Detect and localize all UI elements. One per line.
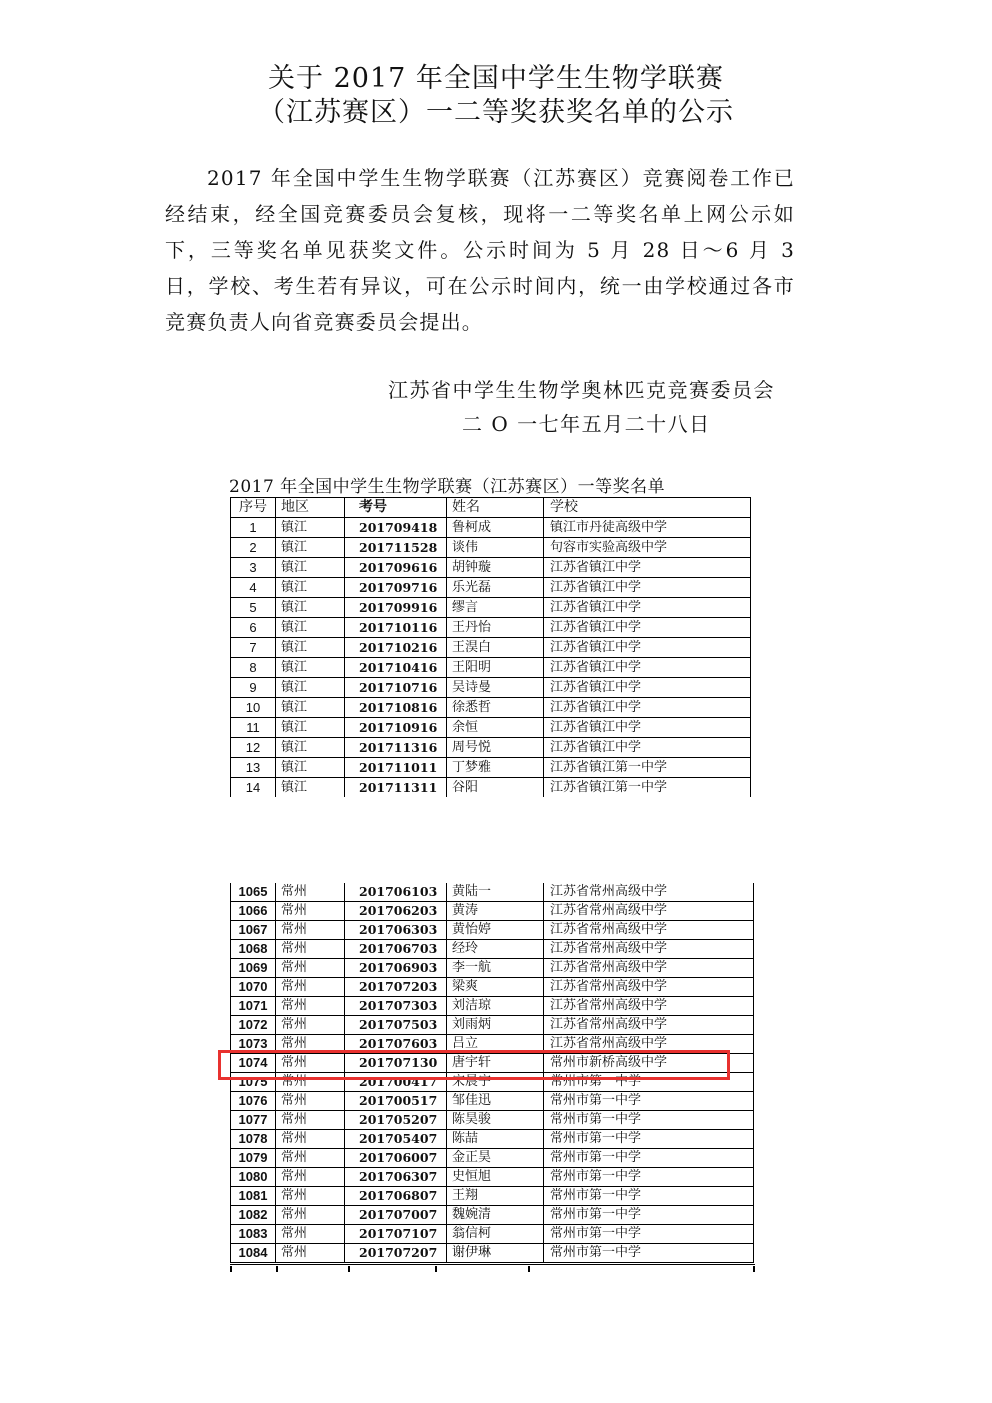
region-cell: 地区	[276, 498, 345, 518]
row-number-cell: 1077	[231, 1111, 276, 1130]
exam-id-cell: 201705407	[345, 1130, 447, 1149]
row-number-cell: 1083	[231, 1225, 276, 1244]
table-row	[231, 1130, 754, 1149]
table-row	[231, 558, 751, 578]
school-cell: 江苏省镇江中学	[544, 698, 751, 718]
exam-id-cell: 201711011	[345, 758, 447, 778]
student-name-cell: 乐光磊	[447, 578, 544, 598]
row-number-cell: 7	[231, 638, 276, 658]
table-row	[231, 1206, 754, 1225]
document-title-line1: 关于 2017 年全国中学生生物学联赛	[268, 63, 724, 94]
row-number-cell: 1	[231, 518, 276, 538]
exam-id-cell: 201706807	[345, 1187, 447, 1206]
row-number-cell: 1078	[231, 1130, 276, 1149]
row-number-cell: 1070	[231, 978, 276, 997]
student-name-cell: 王丹怡	[447, 618, 544, 638]
region-cell: 镇江	[276, 718, 345, 738]
school-cell: 常州市新桥高级中学	[544, 1054, 754, 1073]
school-cell: 江苏省常州高级中学	[544, 940, 754, 959]
notice-body-paragraph: 2017 年全国中学生生物学联赛（江苏赛区）竞赛阅卷工作已经结束，经全国竞赛委员会复核，现将一二等奖名单上网公示如下，三等奖名单见获奖文件。公示时间为 5 月 28 日～6 月 3 日，学校、考生若有异议，可在公示时间内，统一由学校通过各市竞赛负责人向省竞赛委员会提出。	[165, 166, 795, 334]
exam-id-cell: 201707503	[345, 1016, 447, 1035]
school-cell: 江苏省常州高级中学	[544, 902, 754, 921]
region-cell: 常州	[276, 1187, 345, 1206]
table-row	[231, 538, 751, 558]
student-name-cell: 姓名	[447, 498, 544, 518]
region-cell: 常州	[276, 940, 345, 959]
table-row	[231, 921, 754, 940]
row-number-cell: 1068	[231, 940, 276, 959]
student-name-cell: 胡钟璇	[447, 558, 544, 578]
school-cell: 常州市第一中学	[544, 1149, 754, 1168]
table-row	[231, 997, 754, 1016]
row-number-cell: 3	[231, 558, 276, 578]
student-name-cell: 金正昊	[447, 1149, 544, 1168]
region-cell: 镇江	[276, 698, 345, 718]
region-cell: 常州	[276, 978, 345, 997]
student-name-cell: 黄怡婷	[447, 921, 544, 940]
row-number-cell: 1073	[231, 1035, 276, 1054]
row-number-cell: 8	[231, 658, 276, 678]
school-cell: 江苏省镇江中学	[544, 598, 751, 618]
region-cell: 常州	[276, 1206, 345, 1225]
table-row	[231, 1016, 754, 1035]
region-cell: 常州	[276, 1244, 345, 1263]
student-name-cell: 陈喆	[447, 1130, 544, 1149]
student-name-cell: 吕立	[447, 1035, 544, 1054]
school-cell: 江苏省常州高级中学	[544, 883, 754, 902]
student-name-cell: 王淏白	[447, 638, 544, 658]
student-name-cell: 刘洁琼	[447, 997, 544, 1016]
row-number-cell: 1074	[231, 1054, 276, 1073]
exam-id-cell: 201706307	[345, 1168, 447, 1187]
exam-id-cell: 201711528	[345, 538, 447, 558]
school-cell: 江苏省常州高级中学	[544, 997, 754, 1016]
student-name-cell: 吴诗曼	[447, 678, 544, 698]
region-cell: 镇江	[276, 678, 345, 698]
school-cell: 常州市第一中学	[544, 1168, 754, 1187]
school-cell: 江苏省镇江第一中学	[544, 778, 751, 798]
region-cell: 镇江	[276, 578, 345, 598]
exam-id-cell: 201710816	[345, 698, 447, 718]
region-cell: 常州	[276, 1073, 345, 1092]
exam-id-cell: 201710116	[345, 618, 447, 638]
school-cell: 常州市第一中学	[544, 1206, 754, 1225]
school-cell: 江苏省常州高级中学	[544, 1016, 754, 1035]
exam-id-cell: 考号	[345, 498, 447, 518]
exam-id-cell: 201710216	[345, 638, 447, 658]
table-row	[231, 518, 751, 538]
row-number-cell: 1067	[231, 921, 276, 940]
table-row	[231, 698, 751, 718]
row-number-cell: 1076	[231, 1092, 276, 1111]
row-number-cell: 1075	[231, 1073, 276, 1092]
region-cell: 常州	[276, 1111, 345, 1130]
exam-id-cell: 201710416	[345, 658, 447, 678]
exam-id-cell: 201707107	[345, 1225, 447, 1244]
exam-id-cell: 201706007	[345, 1149, 447, 1168]
student-name-cell: 唐宇轩	[447, 1054, 544, 1073]
table-row	[231, 778, 751, 798]
school-cell: 江苏省镇江中学	[544, 738, 751, 758]
table-row	[231, 883, 754, 902]
row-number-cell: 5	[231, 598, 276, 618]
school-cell: 江苏省镇江中学	[544, 578, 751, 598]
school-cell: 常州市第一中学	[544, 1187, 754, 1206]
student-name-cell: 翁信柯	[447, 1225, 544, 1244]
row-number-cell: 1069	[231, 959, 276, 978]
student-name-cell: 邹佳迅	[447, 1092, 544, 1111]
table-row	[231, 578, 751, 598]
row-number-cell: 12	[231, 738, 276, 758]
row-number-cell: 序号	[231, 498, 276, 518]
exam-id-cell: 201706903	[345, 959, 447, 978]
school-cell: 常州市第一中学	[544, 1130, 754, 1149]
table-row	[231, 1168, 754, 1187]
row-number-cell: 1072	[231, 1016, 276, 1035]
region-cell: 镇江	[276, 618, 345, 638]
school-cell: 学校	[544, 498, 751, 518]
table-header-row	[231, 498, 751, 518]
school-cell: 江苏省常州高级中学	[544, 978, 754, 997]
region-cell: 常州	[276, 1016, 345, 1035]
exam-id-cell: 201711311	[345, 778, 447, 798]
school-cell: 常州市第一中学	[544, 1111, 754, 1130]
exam-id-cell: 201706203	[345, 902, 447, 921]
student-name-cell: 谷阳	[447, 778, 544, 798]
table-row	[231, 940, 754, 959]
school-cell: 江苏省镇江第一中学	[544, 758, 751, 778]
region-cell: 常州	[276, 1130, 345, 1149]
table-row	[231, 1244, 754, 1263]
student-name-cell: 谈伟	[447, 538, 544, 558]
signature-date: 二 O 一七年五月二十八日	[462, 412, 711, 436]
student-name-cell: 王阳明	[447, 658, 544, 678]
table-row	[231, 658, 751, 678]
student-name-cell: 鲁柯成	[447, 518, 544, 538]
region-cell: 镇江	[276, 778, 345, 798]
region-cell: 镇江	[276, 598, 345, 618]
table-row	[231, 978, 754, 997]
exam-id-cell: 201709916	[345, 598, 447, 618]
row-number-cell: 14	[231, 778, 276, 798]
exam-id-cell: 201706703	[345, 940, 447, 959]
exam-id-cell: 201709418	[345, 518, 447, 538]
region-cell: 常州	[276, 959, 345, 978]
school-cell: 江苏省镇江中学	[544, 638, 751, 658]
signature-organization: 江苏省中学生生物学奥林匹克竞赛委员会	[388, 378, 775, 402]
row-number-cell: 13	[231, 758, 276, 778]
row-number-cell: 1084	[231, 1244, 276, 1263]
table-row	[231, 758, 751, 778]
region-cell: 常州	[276, 921, 345, 940]
table-row	[231, 598, 751, 618]
table-row	[231, 959, 754, 978]
exam-id-cell: 201710716	[345, 678, 447, 698]
school-cell: 江苏省镇江中学	[544, 658, 751, 678]
row-number-cell: 1080	[231, 1168, 276, 1187]
school-cell: 江苏省常州高级中学	[544, 959, 754, 978]
exam-id-cell: 201711316	[345, 738, 447, 758]
table-row	[231, 678, 751, 698]
school-cell: 江苏省镇江中学	[544, 718, 751, 738]
exam-id-cell: 201709616	[345, 558, 447, 578]
table-row	[231, 1149, 754, 1168]
row-number-cell: 1081	[231, 1187, 276, 1206]
region-cell: 镇江	[276, 738, 345, 758]
region-cell: 常州	[276, 1149, 345, 1168]
student-name-cell: 史恒旭	[447, 1168, 544, 1187]
region-cell: 常州	[276, 1225, 345, 1244]
row-number-cell: 4	[231, 578, 276, 598]
exam-id-cell: 201700517	[345, 1092, 447, 1111]
region-cell: 常州	[276, 883, 345, 902]
exam-id-cell: 201710916	[345, 718, 447, 738]
exam-id-cell: 201706103	[345, 883, 447, 902]
exam-id-cell: 201707007	[345, 1206, 447, 1225]
region-cell: 常州	[276, 1168, 345, 1187]
student-name-cell: 宋晨宇	[447, 1073, 544, 1092]
table-row	[231, 618, 751, 638]
table-row	[231, 1111, 754, 1130]
region-cell: 镇江	[276, 638, 345, 658]
school-cell: 江苏省常州高级中学	[544, 1035, 754, 1054]
table-row	[231, 1225, 754, 1244]
row-number-cell: 11	[231, 718, 276, 738]
school-cell: 常州市第一中学	[544, 1244, 754, 1263]
row-number-cell: 2	[231, 538, 276, 558]
region-cell: 镇江	[276, 518, 345, 538]
student-name-cell: 梁爽	[447, 978, 544, 997]
exam-id-cell: 201705207	[345, 1111, 447, 1130]
table-row	[231, 1187, 754, 1206]
school-cell: 常州市第一中学	[544, 1073, 754, 1092]
school-cell: 镇江市丹徒高级中学	[544, 518, 751, 538]
exam-id-cell: 201709716	[345, 578, 447, 598]
table-row	[231, 718, 751, 738]
row-number-cell: 1079	[231, 1149, 276, 1168]
region-cell: 常州	[276, 1054, 345, 1073]
school-cell: 常州市第一中学	[544, 1225, 754, 1244]
school-cell: 句容市实验高级中学	[544, 538, 751, 558]
region-cell: 镇江	[276, 538, 345, 558]
row-number-cell: 9	[231, 678, 276, 698]
highlight-box	[218, 1050, 730, 1080]
document-title-line2: （江苏赛区）一二等奖获奖名单的公示	[258, 97, 734, 128]
student-name-cell: 余恒	[447, 718, 544, 738]
table-row	[231, 1092, 754, 1111]
student-name-cell: 经玲	[447, 940, 544, 959]
table-row	[231, 902, 754, 921]
school-cell: 江苏省镇江中学	[544, 558, 751, 578]
region-cell: 常州	[276, 1035, 345, 1054]
region-cell: 常州	[276, 902, 345, 921]
school-cell: 江苏省镇江中学	[544, 618, 751, 638]
school-cell: 常州市第一中学	[544, 1092, 754, 1111]
student-name-cell: 周号悦	[447, 738, 544, 758]
student-name-cell: 刘雨炳	[447, 1016, 544, 1035]
table-row	[231, 638, 751, 658]
exam-id-cell: 201706303	[345, 921, 447, 940]
region-cell: 镇江	[276, 758, 345, 778]
exam-id-cell: 201707603	[345, 1035, 447, 1054]
student-name-cell: 徐悉哲	[447, 698, 544, 718]
row-number-cell: 1065	[231, 883, 276, 902]
exam-id-cell: 201707303	[345, 997, 447, 1016]
row-number-cell: 10	[231, 698, 276, 718]
student-name-cell: 黄陆一	[447, 883, 544, 902]
student-name-cell: 王翔	[447, 1187, 544, 1206]
first-prize-table	[230, 497, 751, 797]
row-number-cell: 6	[231, 618, 276, 638]
table-cut-edge	[230, 1264, 755, 1273]
school-cell: 江苏省常州高级中学	[544, 921, 754, 940]
student-name-cell: 黄涛	[447, 902, 544, 921]
region-cell: 镇江	[276, 558, 345, 578]
region-cell: 镇江	[276, 658, 345, 678]
exam-id-cell: 201707207	[345, 1244, 447, 1263]
school-cell: 江苏省镇江中学	[544, 678, 751, 698]
exam-id-cell: 201700417	[345, 1073, 447, 1092]
row-number-cell: 1071	[231, 997, 276, 1016]
table-row	[231, 738, 751, 758]
student-name-cell: 丁梦雅	[447, 758, 544, 778]
student-name-cell: 魏婉清	[447, 1206, 544, 1225]
region-cell: 常州	[276, 1092, 345, 1111]
region-cell: 常州	[276, 997, 345, 1016]
row-number-cell: 1082	[231, 1206, 276, 1225]
row-number-cell: 1066	[231, 902, 276, 921]
student-name-cell: 陈昊骏	[447, 1111, 544, 1130]
exam-id-cell: 201707130	[345, 1054, 447, 1073]
student-name-cell: 李一航	[447, 959, 544, 978]
exam-id-cell: 201707203	[345, 978, 447, 997]
first-prize-table-title: 2017 年全国中学生生物学联赛（江苏赛区）一等奖名单	[229, 477, 666, 497]
student-name-cell: 谢伊琳	[447, 1244, 544, 1263]
student-name-cell: 缪言	[447, 598, 544, 618]
